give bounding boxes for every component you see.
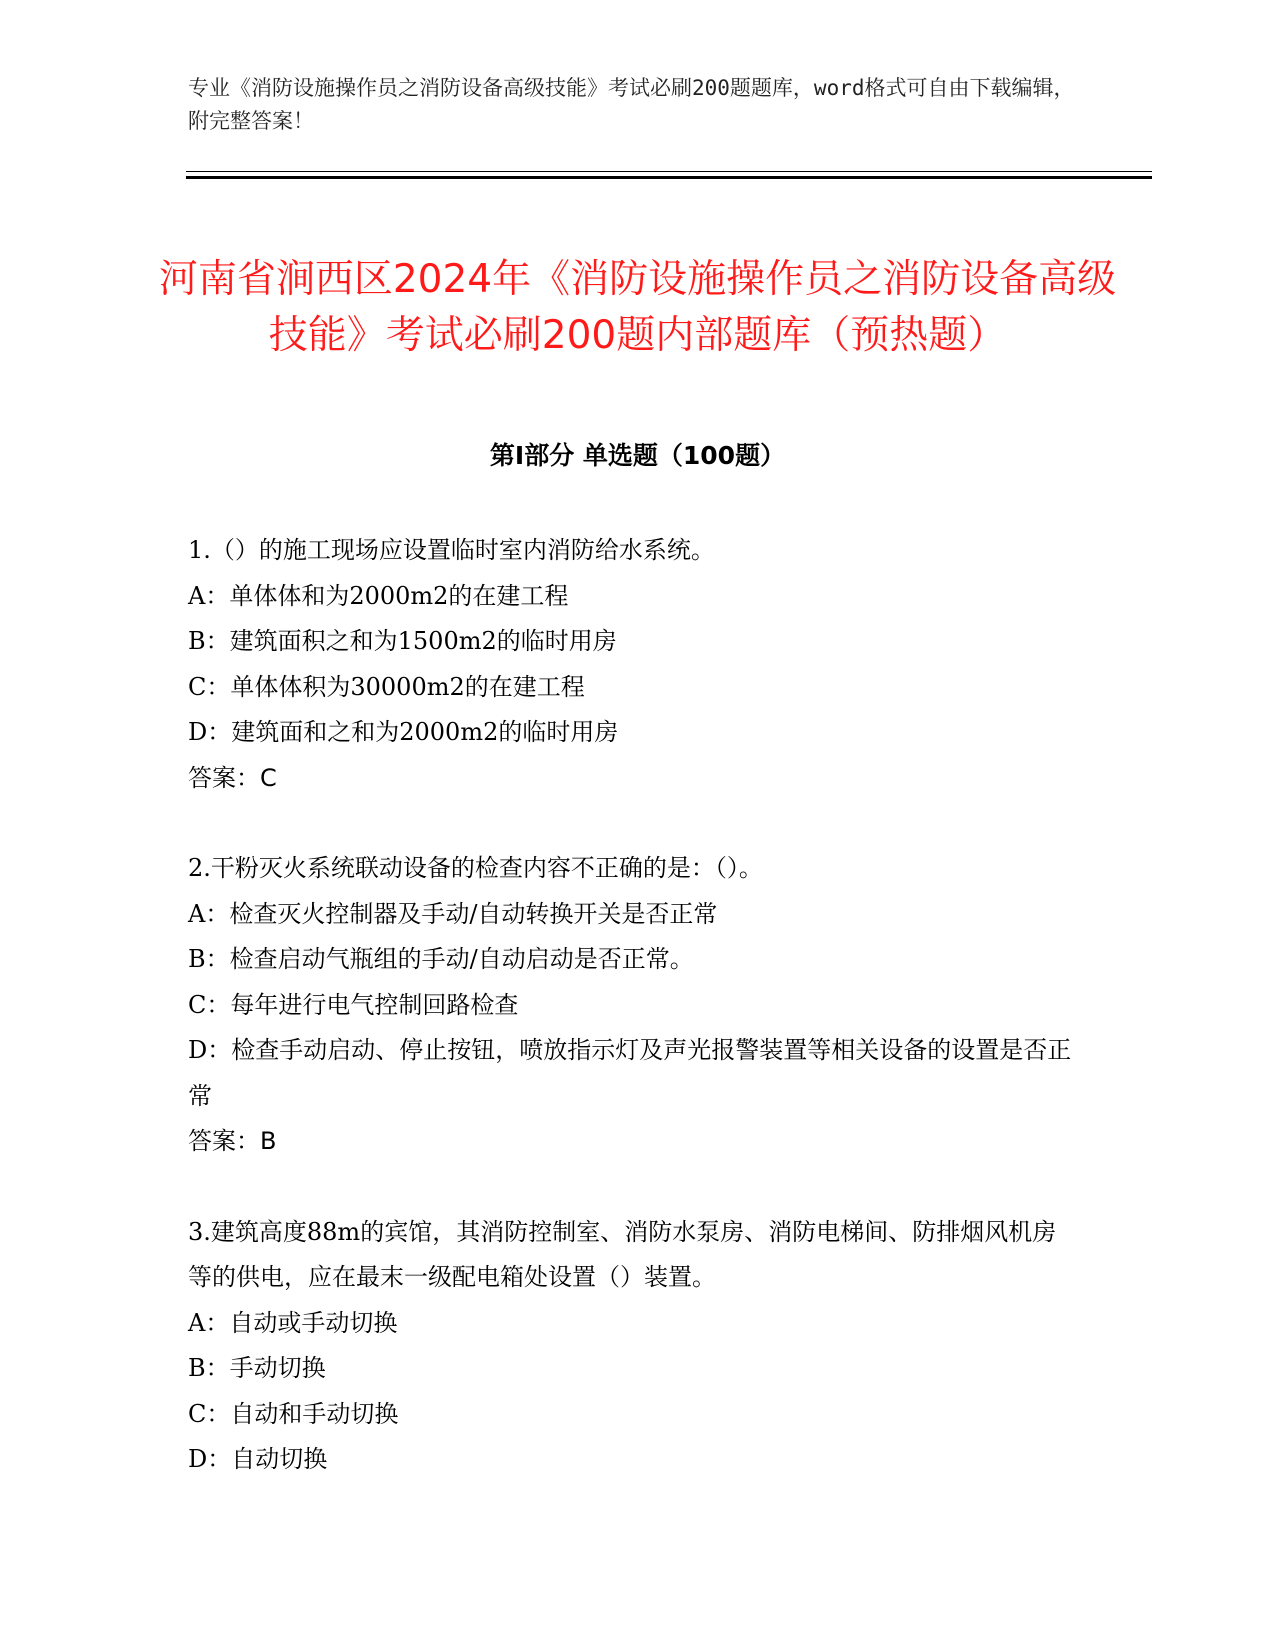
option-b: B：检查启动气瓶组的手动/自动启动是否正常。 [188, 945, 694, 973]
option-b: B：手动切换 [188, 1354, 326, 1382]
question-list [188, 528, 1078, 1528]
option-a: A：单体体和为2000m2的在建工程 [188, 581, 569, 610]
option-a: A：检查灭火控制器及手动/自动转换开关是否正常 [188, 899, 718, 928]
question-2 [188, 846, 1078, 1165]
option-c: C：自动和手动切换 [188, 1399, 399, 1428]
header-rule-thin [186, 171, 1152, 172]
document-title: 河南省涧西区2024年《消防设施操作员之消防设备高级技能》考试必刷200题内部题库（预热题） [158, 257, 1117, 359]
question-stem: 2.干粉灭火系统联动设备的检查内容不正确的是：（）。 [188, 854, 763, 882]
header-rule-thick [186, 176, 1152, 179]
question-stem: 1.（）的施工现场应设置临时室内消防给水系统。 [188, 536, 715, 564]
option-a: A：自动或手动切换 [188, 1308, 398, 1337]
question-stem: 3.建筑高度88m的宾馆，其消防控制室、消防水泵房、消防电梯间、防排烟风机房等的供电，应在最末一级配电箱处设置（）装置。 [188, 1217, 1057, 1291]
section-heading: 第Ⅰ部分 单选题（100题） [489, 441, 786, 470]
question-1 [188, 528, 1078, 801]
answer: 答案：B [188, 1127, 277, 1155]
option-d: D：自动切换 [188, 1445, 328, 1473]
option-c: C：每年进行电气控制回路检查 [188, 990, 519, 1019]
option-c: C：单体体积为30000m2的在建工程 [188, 672, 585, 701]
question-3 [188, 1210, 1078, 1483]
option-d: D：建筑面和之和为2000m2的临时用房 [188, 718, 619, 746]
answer: 答案：C [188, 763, 277, 792]
option-b: B：建筑面积之和为1500m2的临时用房 [188, 627, 617, 655]
option-d: D：检查手动启动、停止按钮，喷放指示灯及声光报警装置等相关设备的设置是否正常 [188, 1036, 1072, 1110]
header-note: 专业《消防设施操作员之消防设备高级技能》考试必刷200题题库，word格式可自由下载编辑，附完整答案！ [188, 76, 1075, 133]
